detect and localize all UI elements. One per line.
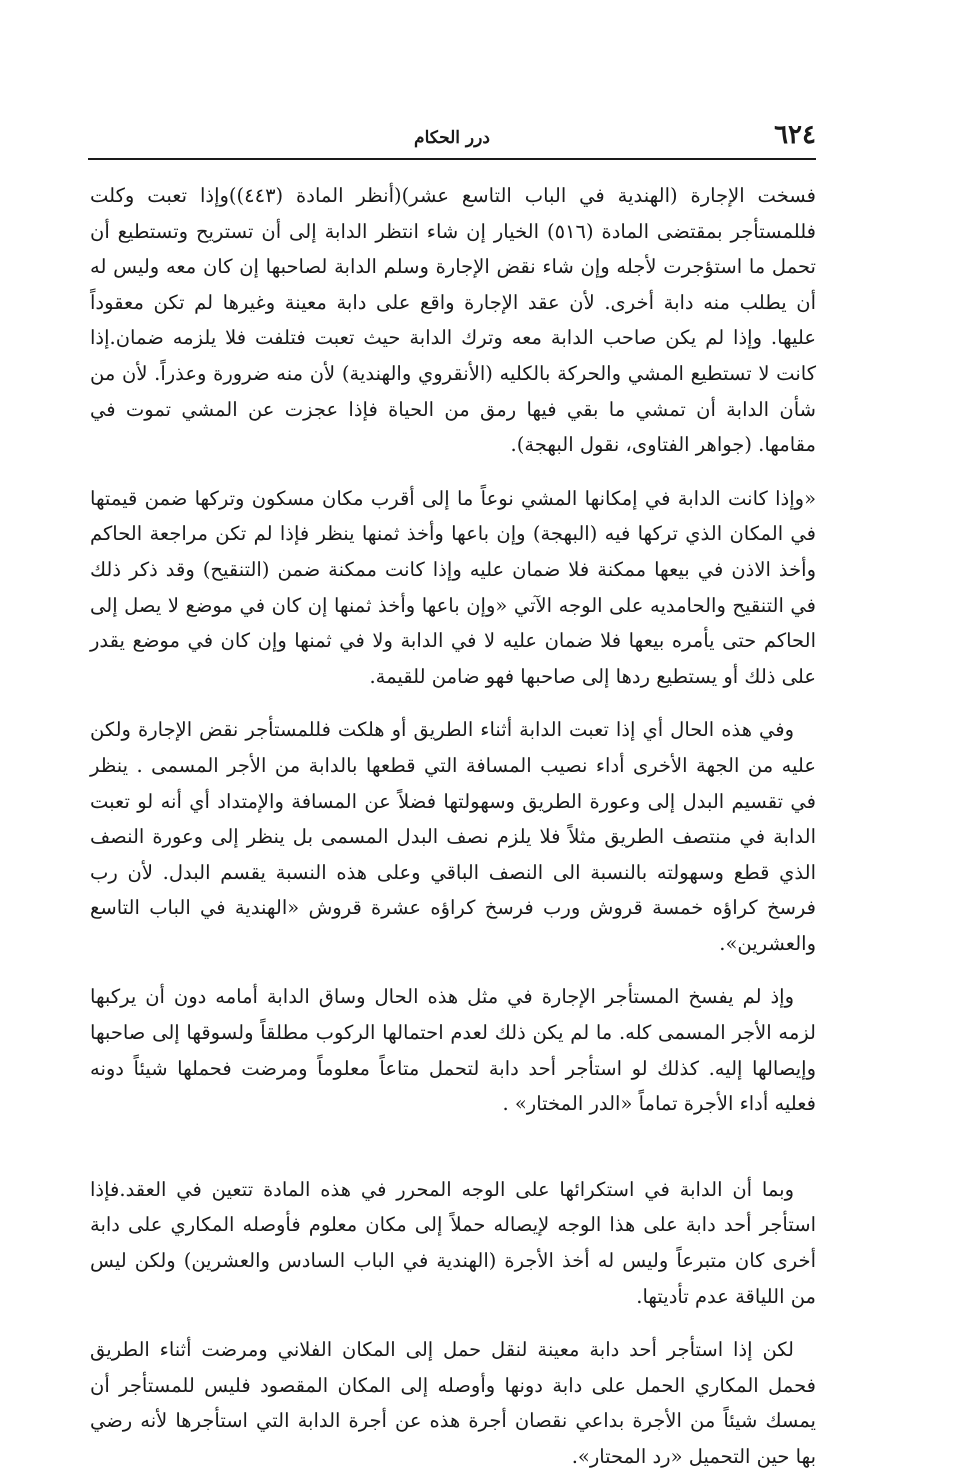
page-number: ٦٢٤ xyxy=(774,120,816,150)
paragraph-2: «وإذا كانت الدابة في إمكانها المشي نوعاً ما إلى أقرب مكان مسكون وتركها ضمن قيمتها في المكان الذي تركها فيه (البهجة) وإن باعها وأخذ ثمنها ينظر فإذا لم تكن مراجعة الحاكم وأخذ الاذن في بيعها ممكنة فلا ضمان عليه وإذا كانت ممكنة ضمن (التنقيح) وقد ذكر ذلك في التنقيح والحامديه على الوجه الآتي «وإن باعها وأخذ ثمنها إن كان في موضع لا يصل إلى الحاكم حتى يأمره بيعها فلا ضمان عليه لا في الدابة ولا في ثمنها وإن كان في موضع يقدر على ذلك أو يستطيع ردها إلى صاحبها فهو ضامن للقيمة. xyxy=(90,486,816,688)
paragraph-1: فسخت الإجارة (الهندية في الباب التاسع عشر)(أنظر المادة (٤٤٣))وإذا تعبت وكلت فللمستأجر بمقتضى المادة (٥١٦) الخيار إن شاء انتظر الدابة إلى أن تستريح وتستطيع أن تحمل ما استؤجرت لأجله وإن شاء نقض الإجارة وسلم الدابة لصاحبها إن كان معه وليس له أن يطلب منه دابة أخرى. لأن عقد الإجارة واقع على دابة معينة وغيرها لم تكن معقوداً عليها. وإذا لم يكن صاحب الدابة معه وترك الدابة حيث تعبت فتلفت فلا يلزمه ضمان.إذا كانت لا تستطيع المشي والحركة بالكليه (الأنقروي والهندية) لأن منه ضرورة وعذراً. لأن من شأن الدابة أن تمشي ما بقي فيها رمق من الحياة فإذا عجزت عن المشي تموت في مقامها. (جواهر الفتاوى، نقول البهجة). xyxy=(90,184,817,457)
running-title: درر الحكام xyxy=(414,128,490,148)
header-divider xyxy=(88,158,816,160)
paragraph-6: لكن إذا استأجر أحد دابة معينة لنقل حمل إلى المكان الفلاني ومرضت أثناء الطريق فحمل المكاري الحمل على دابة دونها وأوصله إلى المكان المقصود فليس للمستأجر أن يمسك شيئاً من الأجرة بداعي نقصان أجرة هذه عن أجرة الدابة التي استأجرها لأنه رضي بها حين التحميل «رد المحتار». xyxy=(90,1338,816,1468)
paragraph-4: وإذ لم يفسخ المستأجر الإجارة في مثل هذه الحال وساق الدابة أمامه دون أن يركبها لزمه الأجر المسمى كله. ما لم يكن ذلك لعدم احتمالها الركوب مطلقاً ولسوقها إلى صاحبها وإيصالها إليه. كذلك لو استأجر أحد دابة لتحمل متاعاً معلوماً ومرضت فحملها شيئاً دونه فعليه أداء الأجرة تماماً «الدر المختار» . xyxy=(90,985,816,1116)
body-text xyxy=(90,176,816,1475)
paragraph-3: وفي هذه الحال أي إذا تعبت الدابة أثناء الطريق أو هلكت فللمستأجر نقض الإجارة ولكن عليه من الجهة الأخرى أداء نصيب المسافة التي قطعها بالدابة من الأجر المسمى . ينظر في تقسيم البدل إلى وعورة الطريق وسهولتها فضلاً عن المسافة والإمتداد أي أنه لو تعبت الدابة في منتصف الطريق مثلاً فلا يلزم نصف البدل المسمى بل ينظر إلى وعورة النصف الذي قطع وسهولته بالنسبة الى النصف الباقي وعلى هذه النسبة يقسم البدل. لأن رب فرسخ كراؤه خمسة قروش ورب فرسخ كراؤه عشرة قروش «الهندية في الباب التاسع والعشرين». xyxy=(90,718,816,955)
page-header xyxy=(88,118,816,158)
paragraph-5: وبما أن الدابة في استكرائها على الوجه المحرر في هذه المادة تتعين في العقد.فإذا استأجر أحد دابة على هذا الوجه لإيصاله حملاً إلى مكان معلوم فأوصله المكاري على دابة أخرى كان متبرعاً وليس له أخذ الأجرة (الهندية في الباب السادس والعشرين) ولكن ليس من اللياقة عدم تأديتها. xyxy=(90,1177,816,1308)
